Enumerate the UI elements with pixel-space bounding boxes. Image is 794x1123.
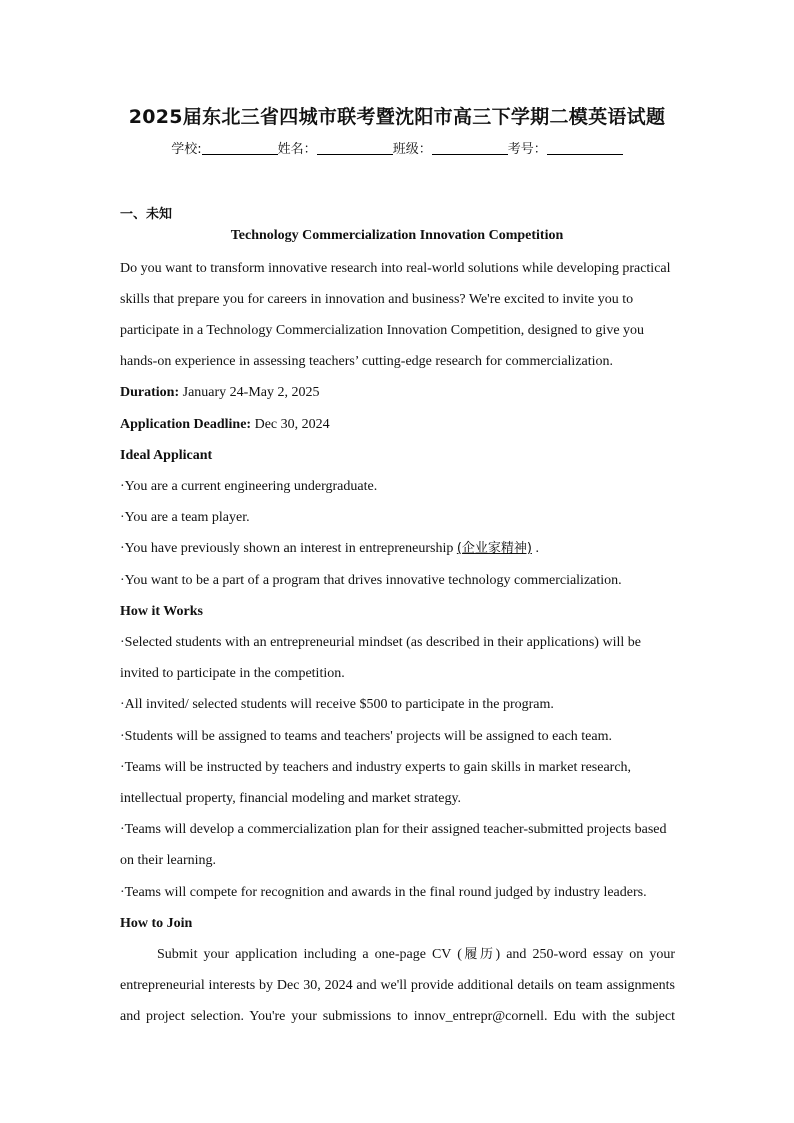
entrepreneurship-gloss: (企业家精神)	[456, 541, 532, 556]
ideal-heading	[120, 447, 675, 465]
school-label: 学校:	[171, 142, 202, 157]
how-works-line: ·All invited/ selected students will receive $500 to participate in the program.	[120, 697, 554, 712]
intro-line: participate in a Technology Commercialization Innovation Competition, designed to give you	[120, 323, 645, 338]
duration-label: Duration:	[120, 385, 180, 400]
how-works-line: ·Students will be assigned to teams and teachers' projects will be assigned to each team.	[120, 729, 612, 744]
ideal-item: ·You are a current engineering undergraduate.	[120, 479, 378, 494]
deadline-value: Dec 30, 2024	[251, 417, 330, 432]
exam-title: 2025届东北三省四城市联考暨沈阳市高三下学期二模英语试题	[128, 106, 666, 128]
how-works-line: ·Teams will develop a commercialization plan for their assigned teacher-submitted projects based	[120, 822, 667, 837]
join-line: and project selection. You're your submissions to innov_entrepr@cornell. Edu with the subject	[120, 1009, 675, 1024]
exam-number-blank[interactable]	[547, 142, 623, 155]
student-info-line	[0, 138, 794, 157]
name-label: 姓名：	[277, 142, 317, 157]
ideal-item-end: .	[532, 541, 539, 556]
how-works-line: ·Teams will be instructed by teachers and industry experts to gain skills in market research,	[120, 760, 632, 775]
intro-line: skills that prepare you for careers in innovation and business? We're excited to invite you to	[120, 292, 634, 307]
class-label: 班级：	[392, 142, 432, 157]
how-works-line: invited to participate in the competition.	[120, 666, 345, 681]
duration-line	[120, 384, 675, 402]
join-text-b: ) and 250-word essay on your	[495, 947, 675, 962]
intro-line: Do you want to transform innovative research into real-world solutions while developing practical	[120, 261, 671, 276]
section-heading: 一、未知	[120, 207, 173, 222]
school-blank[interactable]	[202, 142, 278, 155]
passage-title: Technology Commercialization Innovation Competition	[230, 228, 564, 243]
how-works-line: ·Selected students with an entrepreneurial mindset (as described in their applications) will be	[120, 635, 641, 650]
how-join-heading	[120, 915, 675, 933]
how-works-heading-text: How it Works	[120, 604, 203, 619]
ideal-item-text: ·You have previously shown an interest in entrepreneurship	[120, 541, 457, 556]
name-blank[interactable]	[317, 142, 393, 155]
how-works-line: ·Teams will compete for recognition and awards in the final round judged by industry leaders.	[120, 885, 647, 900]
how-works-heading	[120, 603, 675, 621]
deadline-label: Application Deadline:	[120, 417, 252, 432]
ideal-item	[120, 540, 675, 558]
duration-value: January 24-May 2, 2025	[179, 385, 320, 400]
how-works-line: on their learning.	[120, 853, 217, 868]
cv-gloss: 履历	[461, 947, 496, 962]
ideal-item: ·You want to be a part of a program that drives innovative technology commercialization.	[120, 573, 622, 588]
how-join-heading-text: How to Join	[120, 916, 193, 931]
deadline-line	[120, 416, 675, 434]
class-blank[interactable]	[432, 142, 508, 155]
how-works-line: intellectual property, financial modeling and market strategy.	[120, 791, 462, 806]
ideal-item: ·You are a team player.	[120, 510, 250, 525]
join-line	[120, 946, 675, 964]
exam-number-label: 考号：	[507, 142, 547, 157]
ideal-heading-text: Ideal Applicant	[120, 448, 213, 463]
intro-line: hands-on experience in assessing teachers’ cutting-edge research for commercialization.	[120, 354, 614, 369]
join-line: entrepreneurial interests by Dec 30, 2024 and we'll provide additional details on team assignments	[120, 978, 675, 993]
join-text-a: Submit your application including a one-page CV (	[157, 947, 462, 962]
